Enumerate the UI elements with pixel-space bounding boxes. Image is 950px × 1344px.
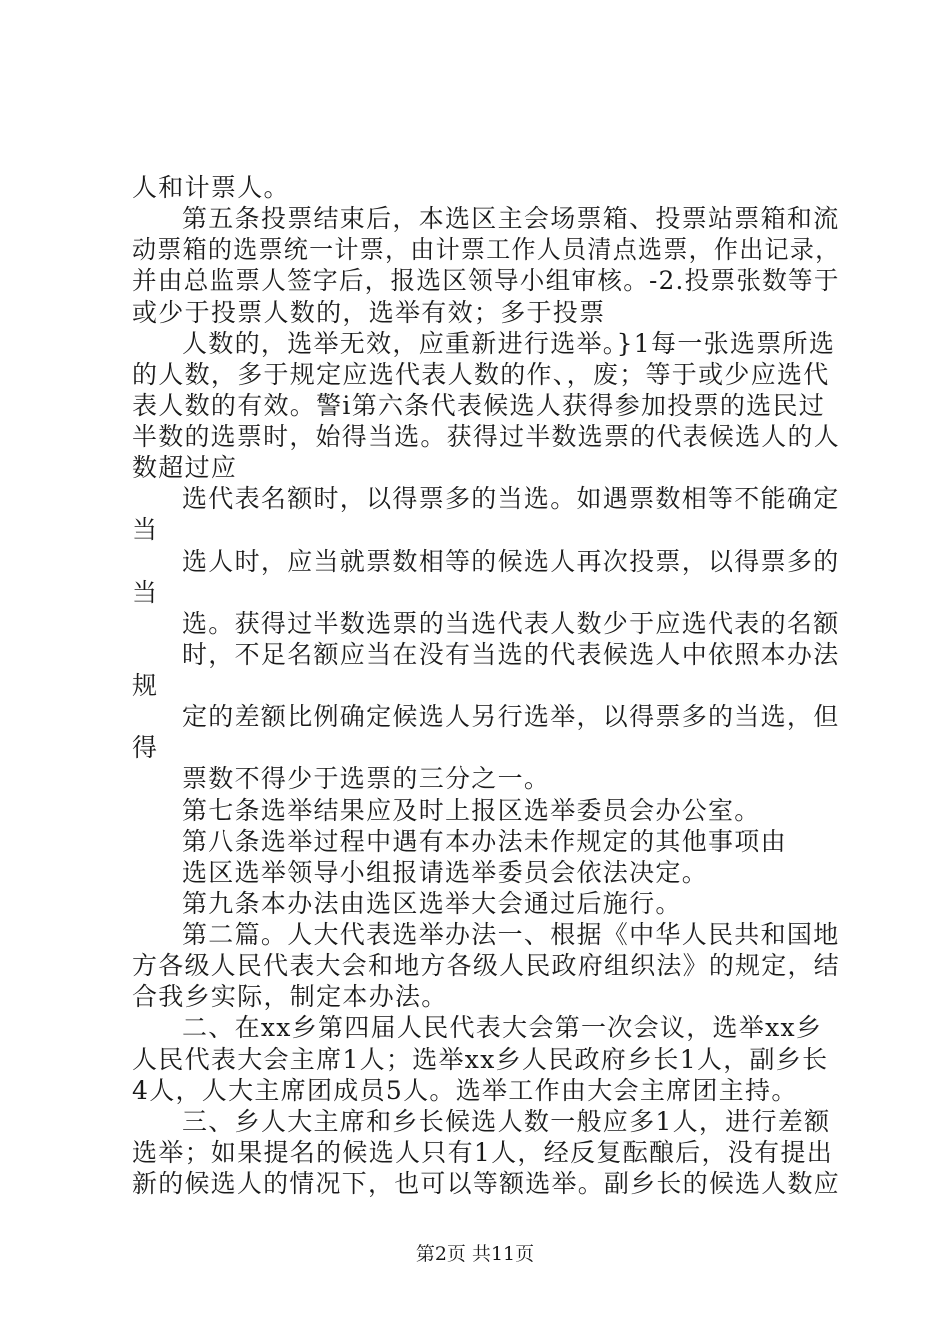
text-line: 得: [132, 733, 159, 762]
text-line: 人和计票人。: [132, 173, 290, 202]
text-line: 合我乡实际，制定本办法。: [132, 982, 448, 1011]
text-line: 时，不足名额应当在没有当选的代表候选人中依照本办法: [182, 640, 840, 669]
text-line: 选。获得过半数选票的当选代表人数少于应选代表的名额: [182, 609, 840, 638]
text-line: 半数的选票时，始得当选。获得过半数选票的代表候选人的人: [132, 422, 840, 451]
text-line: 选代表名额时，以得票多的当选。如遇票数相等不能确定: [182, 484, 840, 513]
text-line: 新的候选人的情况下，也可以等额选举。副乡长的候选人数应: [132, 1169, 840, 1198]
text-line: 第八条选举过程中遇有本办法未作规定的其他事项由: [182, 827, 787, 856]
text-line: 选区选举领导小组报请选举委员会依法决定。: [182, 858, 709, 887]
text-line: 二、在xx乡第四届人民代表大会第一次会议，选举xx乡: [182, 1013, 823, 1042]
text-line: 当: [132, 578, 159, 607]
text-line: 第五条投票结束后，本选区主会场票箱、投票站票箱和流: [182, 204, 840, 233]
text-line: 定的差额比例确定候选人另行选举，以得票多的当选，但: [182, 702, 840, 731]
text-line: 数超过应: [132, 453, 238, 482]
text-line: 的人数，多于规定应选代表人数的作、，废；等于或少应选代: [132, 360, 830, 389]
text-line: 或少于投票人数的，选举有效；多于投票: [132, 298, 606, 327]
text-line: 选人时，应当就票数相等的候选人再次投票，以得票多的: [182, 547, 840, 576]
text-line: 第七条选举结果应及时上报区选举委员会办公室。: [182, 796, 761, 825]
page-number-footer: 第2页 共11页: [415, 1243, 535, 1265]
text-line: 三、乡人大主席和乡长候选人数一般应多1人，进行差额: [182, 1107, 831, 1136]
text-line: 票数不得少于选票的三分之一。: [182, 764, 551, 793]
text-line: 当: [132, 515, 159, 544]
text-line: 规: [132, 671, 159, 700]
text-line: 人民代表大会主席1人；选举xx乡人民政府乡长1人，副乡长: [132, 1045, 829, 1074]
text-line: 动票箱的选票统一计票，由计票工作人员清点选票，作出记录，: [132, 235, 841, 264]
text-line: 表人数的有效。警i第六条代表候选人获得参加投票的选民过: [132, 391, 826, 420]
text-line: 第二篇。人大代表选举办法一、根据《中华人民共和国地: [182, 920, 840, 949]
text-line: 4人，人大主席团成员5人。选举工作由大会主席团主持。: [132, 1076, 798, 1105]
text-line: 方各级人民代表大会和地方各级人民政府组织法》的规定，结: [132, 951, 840, 980]
text-line: 并由总监票人签字后，报选区领导小组审核。-2.投票张数等于: [132, 266, 840, 295]
text-line: 选举；如果提名的候选人只有1人，经反复酝酿后，没有提出: [132, 1138, 834, 1167]
text-line: 第九条本办法由选区选举大会通过后施行。: [182, 889, 682, 918]
text-line: 人数的，选举无效，应重新进行选举。}1每一张选票所选: [182, 329, 836, 358]
